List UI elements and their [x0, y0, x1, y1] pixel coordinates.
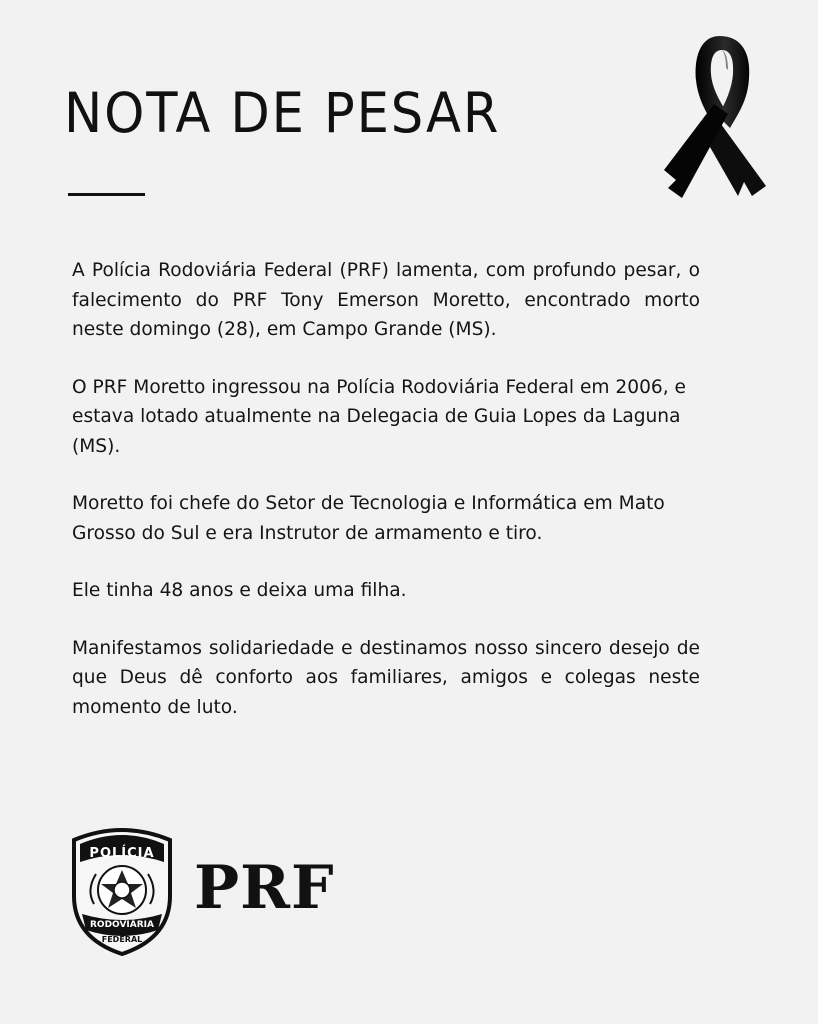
paragraph-role: Moretto foi chefe do Setor de Tecnologia e Informática em Mato Grosso do Sul e era Instrutor de armamento e tiro.	[72, 493, 665, 544]
badge-bottom-text-2: FEDERAL	[101, 935, 143, 944]
paragraph-family: Ele tinha 48 anos e deixa uma filha.	[72, 580, 407, 601]
title-underline	[68, 193, 145, 196]
paragraph-solidarity: Manifestamos solidariedade e destinamos nosso sincero desejo de que Deus dê conforto aos familiares, amigos e colegas neste momento de luto.	[72, 637, 700, 718]
page-title: NOTA DE PESAR	[64, 81, 501, 145]
prf-logo-text: PRF	[194, 853, 335, 923]
mourning-ribbon-icon	[660, 28, 780, 218]
paragraph-career: O PRF Moretto ingressou na Polícia Rodoviária Federal em 2006, e estava lotado atualmente na Delegacia de Guia Lopes da Laguna (MS).	[72, 376, 686, 457]
badge-bottom-text-1: RODOVIÁRIA	[90, 920, 154, 930]
paragraph-lament: A Polícia Rodoviária Federal (PRF) lamenta, com profundo pesar, o falecimento do PRF Tony Emerson Moretto, encontrado morto neste domingo (28), em Campo Grande (MS).	[72, 260, 700, 340]
badge-top-text: POLÍCIA	[89, 846, 155, 861]
message-body	[72, 256, 700, 750]
police-badge-icon	[66, 826, 178, 958]
